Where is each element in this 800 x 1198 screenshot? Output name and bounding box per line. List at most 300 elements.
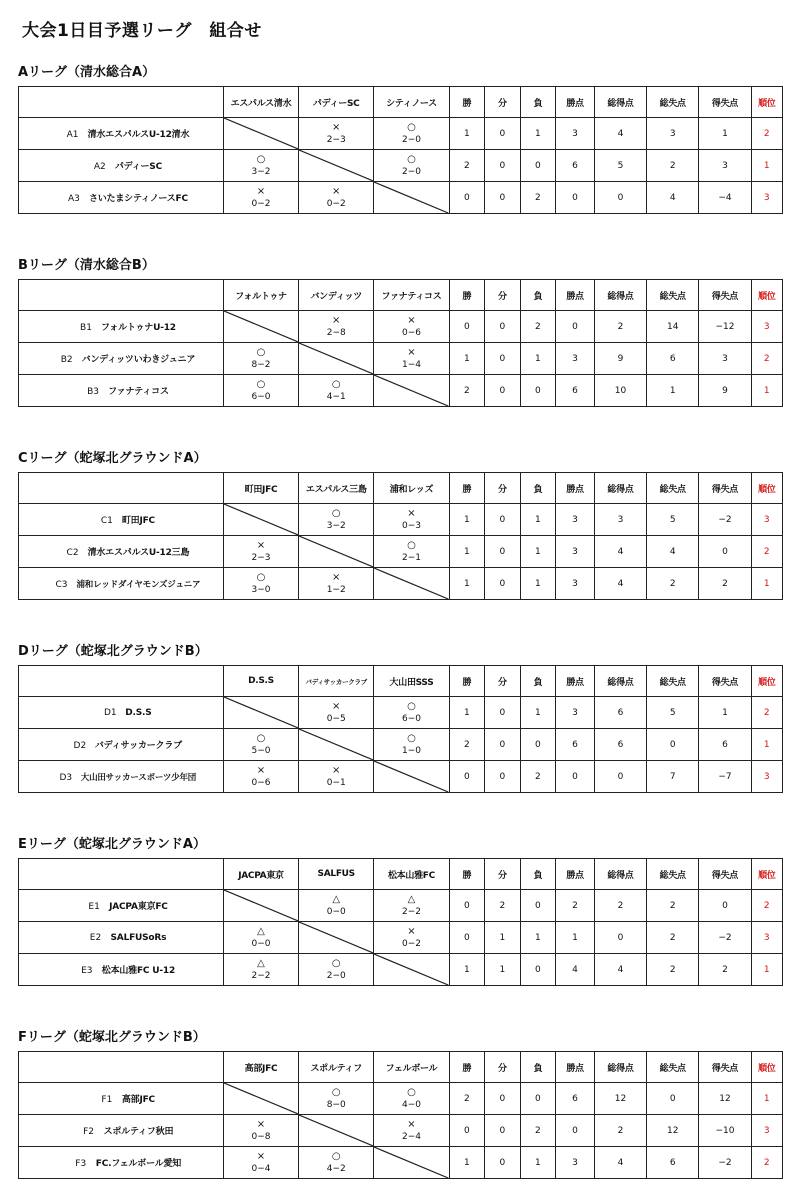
stat-cell: 3 — [556, 697, 595, 729]
stat-cell: 0 — [520, 729, 556, 761]
header-blank-cell — [19, 87, 224, 118]
stat-header: 総得点 — [594, 280, 646, 311]
stat-cell: 0 — [594, 761, 646, 793]
stat-cell: 0 — [699, 890, 751, 922]
match-score: 2−3 — [251, 552, 271, 563]
match-result-cell — [374, 890, 449, 922]
team-name: さいたまシティノースFC — [88, 194, 188, 204]
stat-header: 得失点 — [699, 666, 751, 697]
result-symbol: ○ — [331, 378, 341, 390]
stat-header: 負 — [520, 859, 556, 890]
result-symbol: ○ — [256, 571, 266, 583]
self-match-cell — [299, 150, 374, 182]
stat-cell: 6 — [556, 729, 595, 761]
match-result-cell — [299, 697, 374, 729]
match-score: 0−2 — [326, 198, 346, 209]
stat-cell: −4 — [699, 182, 751, 214]
self-match-cell — [299, 922, 374, 954]
table-row — [19, 536, 783, 568]
table-row — [19, 890, 783, 922]
result-symbol: ○ — [331, 957, 341, 969]
league-title: Cリーグ（蛇塚北グラウンドA） — [18, 451, 207, 466]
match-score: 4−2 — [326, 1163, 346, 1174]
league-section — [18, 257, 784, 407]
match-result-cell — [374, 343, 449, 375]
table-row — [19, 922, 783, 954]
stat-header: 順位 — [751, 473, 782, 504]
stat-header: 総得点 — [594, 1052, 646, 1083]
stat-cell: 5 — [647, 504, 699, 536]
self-match-cell — [299, 729, 374, 761]
team-name: 清水エスパルスU-12清水 — [87, 130, 190, 140]
result-symbol: × — [407, 314, 416, 326]
stat-cell: 0 — [485, 1147, 521, 1179]
match-score: 2−2 — [401, 906, 421, 917]
stat-cell: 0 — [485, 375, 521, 407]
stat-cell: 7 — [647, 761, 699, 793]
stat-cell: 4 — [594, 954, 646, 986]
league-table — [18, 665, 783, 793]
stat-header: 順位 — [751, 1052, 782, 1083]
opponent-header: エスパルス三島 — [299, 473, 374, 504]
team-cell — [19, 1083, 224, 1115]
match-score: 0−2 — [251, 198, 271, 209]
match-result-cell — [223, 343, 298, 375]
match-result-cell — [374, 118, 449, 150]
stat-header: 総失点 — [647, 280, 699, 311]
stat-cell: 2 — [594, 311, 646, 343]
stat-header: 総失点 — [647, 87, 699, 118]
stat-cell: −10 — [699, 1115, 751, 1147]
stat-cell: 0 — [520, 1083, 556, 1115]
stat-cell: 2 — [520, 311, 556, 343]
result-symbol: △ — [332, 893, 341, 905]
team-cell — [19, 311, 224, 343]
rank-cell: 2 — [751, 890, 782, 922]
opponent-header: SALFUS — [299, 859, 374, 890]
result-symbol: × — [332, 314, 341, 326]
league-table — [18, 1051, 783, 1179]
stat-cell: 2 — [699, 568, 751, 600]
stat-cell: 0 — [449, 1115, 485, 1147]
stat-cell: 9 — [699, 375, 751, 407]
stat-cell: 2 — [594, 1115, 646, 1147]
team-cell — [19, 568, 224, 600]
result-symbol: ○ — [256, 153, 266, 165]
opponent-header: 高部JFC — [223, 1052, 298, 1083]
stat-cell: 4 — [594, 1147, 646, 1179]
result-symbol: △ — [407, 893, 416, 905]
stat-header: 勝 — [449, 473, 485, 504]
stat-cell: 3 — [556, 343, 595, 375]
stat-cell: 10 — [594, 375, 646, 407]
team-name: バディサッカークラブ — [94, 741, 182, 751]
table-row — [19, 118, 783, 150]
result-symbol: × — [332, 700, 341, 712]
stat-cell: 0 — [485, 761, 521, 793]
team-code: A1 — [66, 130, 79, 140]
match-result-cell — [374, 504, 449, 536]
team-cell — [19, 1115, 224, 1147]
league-title: Bリーグ（清水総合B） — [18, 258, 155, 273]
result-symbol: ○ — [407, 1086, 416, 1098]
stat-cell: 14 — [647, 311, 699, 343]
team-cell — [19, 182, 224, 214]
stat-cell: 6 — [647, 1147, 699, 1179]
team-cell — [19, 729, 224, 761]
stat-cell: 3 — [556, 568, 595, 600]
stat-header: 負 — [520, 473, 556, 504]
team-cell — [19, 1147, 224, 1179]
match-score: 6−0 — [251, 391, 271, 402]
team-code: F1 — [101, 1095, 113, 1105]
self-match-cell — [223, 311, 298, 343]
opponent-header: フェルボール — [374, 1052, 449, 1083]
team-name: FC.フェルボール愛知 — [95, 1159, 182, 1169]
match-score: 3−2 — [251, 166, 271, 177]
stat-cell: 1 — [699, 697, 751, 729]
stat-cell: 0 — [485, 536, 521, 568]
team-name: パディーSC — [114, 162, 162, 172]
table-row — [19, 1115, 783, 1147]
result-symbol: ○ — [407, 732, 416, 744]
header-blank-cell — [19, 666, 224, 697]
team-code: E3 — [81, 966, 93, 976]
match-score: 5−0 — [251, 745, 271, 756]
stat-header: 分 — [485, 859, 521, 890]
stat-cell: 0 — [485, 729, 521, 761]
stat-cell: 1 — [449, 343, 485, 375]
stat-cell: 0 — [520, 954, 556, 986]
team-code: B3 — [87, 387, 100, 397]
result-symbol: ○ — [407, 539, 416, 551]
stat-cell: 0 — [556, 761, 595, 793]
result-symbol: ○ — [256, 732, 266, 744]
match-score: 0−0 — [326, 906, 346, 917]
stat-cell: 12 — [699, 1083, 751, 1115]
league-section — [18, 643, 784, 793]
stat-header: 総失点 — [647, 473, 699, 504]
match-result-cell — [299, 311, 374, 343]
stat-header: 得失点 — [699, 87, 751, 118]
stat-cell: 1 — [699, 118, 751, 150]
opponent-header: スポルティフ — [299, 1052, 374, 1083]
match-result-cell — [299, 375, 374, 407]
stat-cell: 2 — [520, 182, 556, 214]
stat-cell: 12 — [647, 1115, 699, 1147]
stat-cell: −12 — [699, 311, 751, 343]
table-row — [19, 375, 783, 407]
match-result-cell — [223, 568, 298, 600]
match-score: 8−0 — [326, 1099, 346, 1110]
stat-cell: 6 — [647, 343, 699, 375]
rank-cell: 3 — [751, 504, 782, 536]
table-row — [19, 729, 783, 761]
stat-cell: −2 — [699, 504, 751, 536]
self-match-cell — [299, 1115, 374, 1147]
stat-cell: 4 — [647, 536, 699, 568]
stat-cell: 1 — [485, 922, 521, 954]
team-name: 清水エスパルスU-12三島 — [87, 548, 190, 558]
match-result-cell — [223, 150, 298, 182]
self-match-cell — [223, 504, 298, 536]
league-title: Fリーグ（蛇塚北グラウンドB） — [18, 1030, 206, 1045]
result-symbol: × — [256, 539, 266, 551]
stat-cell: 0 — [485, 504, 521, 536]
stat-header: 総得点 — [594, 473, 646, 504]
stat-cell: −7 — [699, 761, 751, 793]
self-match-cell — [299, 536, 374, 568]
result-symbol: △ — [257, 957, 265, 969]
stat-cell: 1 — [520, 568, 556, 600]
opponent-header: 松本山雅FC — [374, 859, 449, 890]
stat-cell: 0 — [449, 890, 485, 922]
stat-cell: 1 — [520, 504, 556, 536]
opponent-header: D.S.S — [223, 666, 298, 697]
stat-cell: 0 — [485, 568, 521, 600]
stat-cell: 6 — [699, 729, 751, 761]
team-code: D1 — [103, 707, 117, 718]
stat-cell: 0 — [485, 118, 521, 150]
stat-cell: 2 — [594, 890, 646, 922]
stat-cell: 0 — [449, 311, 485, 343]
stat-cell: 0 — [485, 343, 521, 375]
league-table — [18, 858, 783, 986]
stat-header: 順位 — [751, 859, 782, 890]
team-cell — [19, 536, 224, 568]
match-score: 2−0 — [326, 970, 346, 981]
stat-header: 得失点 — [699, 473, 751, 504]
match-result-cell — [223, 536, 298, 568]
team-name: 高部JFC — [121, 1095, 155, 1105]
stat-header: 勝点 — [556, 859, 595, 890]
result-symbol: × — [407, 346, 416, 358]
rank-cell: 3 — [751, 1115, 782, 1147]
result-symbol: × — [332, 571, 341, 583]
match-score: 3−0 — [251, 584, 271, 595]
match-score: 2−0 — [401, 166, 421, 177]
match-score: 2−2 — [251, 970, 271, 981]
league-title: Dリーグ（蛇塚北グラウンドB） — [18, 644, 208, 659]
stat-cell: 3 — [556, 1147, 595, 1179]
match-score: 2−0 — [401, 134, 421, 145]
match-result-cell — [299, 118, 374, 150]
team-cell — [19, 504, 224, 536]
opponent-header: バディサッカークラブ — [299, 666, 374, 697]
stat-header: 勝点 — [556, 87, 595, 118]
header-blank-cell — [19, 1052, 224, 1083]
stat-cell: 4 — [556, 954, 595, 986]
stat-cell: 2 — [449, 1083, 485, 1115]
league-section — [18, 1029, 784, 1179]
match-score: 0−2 — [401, 938, 421, 949]
table-row — [19, 954, 783, 986]
league-section — [18, 836, 784, 986]
stat-cell: 1 — [520, 343, 556, 375]
stat-cell: 2 — [647, 568, 699, 600]
table-row — [19, 568, 783, 600]
stat-header: 負 — [520, 280, 556, 311]
stat-cell: 1 — [449, 568, 485, 600]
team-code: E1 — [88, 902, 100, 912]
team-name: フォルトゥナU-12 — [100, 323, 176, 333]
match-result-cell — [223, 761, 298, 793]
header-row — [19, 87, 783, 118]
table-row — [19, 311, 783, 343]
stat-cell: 0 — [485, 697, 521, 729]
stat-cell: 1 — [647, 375, 699, 407]
result-symbol: × — [407, 507, 416, 519]
rank-cell: 2 — [751, 536, 782, 568]
result-symbol: × — [407, 1118, 416, 1130]
stat-header: 勝点 — [556, 666, 595, 697]
stat-header: 勝点 — [556, 1052, 595, 1083]
team-cell — [19, 150, 224, 182]
team-code: E2 — [89, 932, 102, 943]
match-score: 8−2 — [251, 359, 271, 370]
stat-cell: 2 — [647, 922, 699, 954]
result-symbol: ○ — [256, 378, 266, 390]
stat-cell: 1 — [520, 922, 556, 954]
team-code: B1 — [80, 323, 92, 333]
stat-cell: 0 — [449, 761, 485, 793]
stat-header: 分 — [485, 473, 521, 504]
result-symbol: × — [332, 185, 341, 197]
result-symbol: ○ — [331, 1150, 341, 1162]
table-row — [19, 761, 783, 793]
stat-cell: 0 — [556, 311, 595, 343]
rank-cell: 3 — [751, 311, 782, 343]
match-result-cell — [374, 536, 449, 568]
team-code: C2 — [66, 548, 79, 558]
team-name: ファナティコス — [108, 387, 169, 397]
result-symbol: × — [407, 925, 416, 937]
stat-header: 順位 — [751, 666, 782, 697]
match-result-cell — [299, 1147, 374, 1179]
stat-header: 勝 — [449, 1052, 485, 1083]
header-blank-cell — [19, 859, 224, 890]
result-symbol: × — [256, 1150, 266, 1162]
stat-cell: 0 — [594, 182, 646, 214]
league-section — [18, 450, 784, 600]
league-title: Aリーグ（清水総合A） — [18, 65, 156, 80]
stat-cell: 1 — [520, 697, 556, 729]
table-row — [19, 182, 783, 214]
stat-cell: 2 — [699, 954, 751, 986]
stat-cell: 2 — [647, 890, 699, 922]
stat-cell: 1 — [449, 504, 485, 536]
match-score: 2−1 — [401, 552, 421, 563]
stat-cell: 2 — [647, 150, 699, 182]
match-result-cell — [299, 890, 374, 922]
stat-cell: 0 — [699, 536, 751, 568]
stat-cell: 2 — [520, 761, 556, 793]
match-score: 4−1 — [326, 391, 346, 402]
stat-cell: 1 — [449, 1147, 485, 1179]
team-cell — [19, 761, 224, 793]
match-result-cell — [374, 729, 449, 761]
page-title: 大会1日目予選リーグ 組合せ — [22, 21, 262, 41]
stat-cell: 3 — [556, 504, 595, 536]
match-score: 6−0 — [401, 713, 421, 724]
match-result-cell — [374, 922, 449, 954]
stat-cell: 2 — [520, 1115, 556, 1147]
team-cell — [19, 890, 224, 922]
stat-cell: 6 — [594, 697, 646, 729]
stat-cell: 3 — [647, 118, 699, 150]
stat-header: 分 — [485, 280, 521, 311]
result-symbol: ○ — [256, 346, 266, 358]
match-score: 0−8 — [251, 1131, 271, 1142]
team-cell — [19, 922, 224, 954]
match-result-cell — [374, 1083, 449, 1115]
stat-cell: 5 — [647, 697, 699, 729]
stat-cell: 2 — [449, 375, 485, 407]
rank-cell: 1 — [751, 568, 782, 600]
team-code: B2 — [60, 355, 73, 365]
stat-cell: 3 — [699, 343, 751, 375]
stat-cell: 0 — [647, 1083, 699, 1115]
match-result-cell — [374, 311, 449, 343]
stat-cell: 3 — [556, 118, 595, 150]
team-name: 松本山雅FC U-12 — [101, 966, 176, 976]
rank-cell: 1 — [751, 954, 782, 986]
team-name: D.S.S — [125, 707, 152, 718]
stat-header: 順位 — [751, 87, 782, 118]
stat-cell: 4 — [647, 182, 699, 214]
result-symbol: × — [332, 121, 341, 133]
opponent-header: 大山田SSS — [374, 666, 449, 697]
result-symbol: ○ — [407, 121, 416, 133]
stat-cell: 4 — [594, 568, 646, 600]
stat-header: 分 — [485, 87, 521, 118]
stat-cell: 4 — [594, 118, 646, 150]
match-result-cell — [223, 922, 298, 954]
stat-cell: 1 — [449, 536, 485, 568]
stat-cell: 2 — [485, 890, 521, 922]
league-title: Eリーグ（蛇塚北グラウンドA） — [18, 837, 206, 852]
stat-header: 総失点 — [647, 1052, 699, 1083]
stat-cell: 0 — [520, 375, 556, 407]
match-score: 2−8 — [326, 327, 346, 338]
stat-header: 総得点 — [594, 666, 646, 697]
stat-cell: 2 — [449, 729, 485, 761]
match-result-cell — [374, 697, 449, 729]
opponent-header: 浦和レッズ — [374, 473, 449, 504]
stat-header: 得失点 — [699, 280, 751, 311]
team-code: C3 — [55, 579, 68, 590]
stat-cell: 2 — [647, 954, 699, 986]
stat-cell: 2 — [556, 890, 595, 922]
opponent-header: ファナティコス — [374, 280, 449, 311]
header-blank-cell — [19, 280, 224, 311]
stat-cell: 1 — [449, 118, 485, 150]
match-score: 3−2 — [326, 520, 346, 531]
self-match-cell — [374, 1147, 449, 1179]
self-match-cell — [223, 697, 298, 729]
stat-cell: 3 — [556, 536, 595, 568]
header-blank-cell — [19, 473, 224, 504]
stat-header: 得失点 — [699, 1052, 751, 1083]
stat-header: 総失点 — [647, 859, 699, 890]
header-row — [19, 473, 783, 504]
match-result-cell — [374, 1115, 449, 1147]
stat-cell: 0 — [485, 182, 521, 214]
rank-cell: 2 — [751, 1147, 782, 1179]
match-score: 0−5 — [326, 713, 346, 724]
match-score: 1−0 — [401, 745, 421, 756]
match-score: 2−4 — [401, 1131, 421, 1142]
